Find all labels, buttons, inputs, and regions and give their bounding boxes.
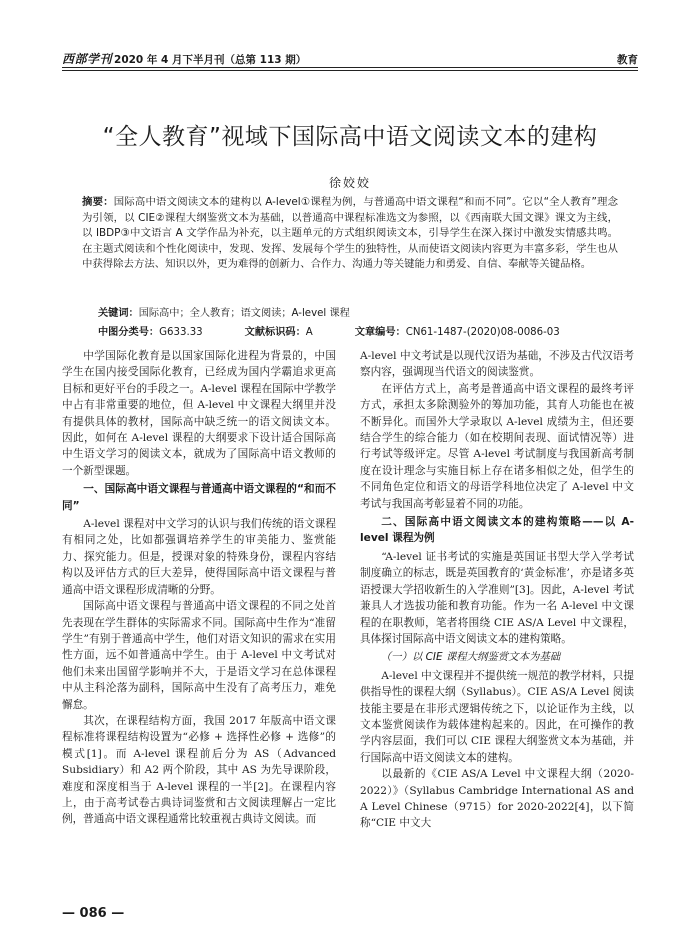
right-paragraph-3: “A-level 证书考试的实施是英国证书型大学入学考试制度确立的标志，既是英国教育的‘黄金标准’，亦是诸多英语授课大学招收新生的入学准则”[3]。因此，A-level 考试兼具人才选拔功能和教育功能。作为一名 A-level 中文课程的在职教师，笔者将围绕 CIE AS/A Level 中文课程，具体探讨国际高中语文阅读文本的建构策略。 — [360, 550, 634, 645]
left-paragraph-4: 其次，在课程结构方面，我国 2017 年版高中语文课程标准将课程结构设置为“必修 + 选择性必修 + 选修”的模式[1]。而 A-level 课程前后分为 AS（Advanced Subsidiary）和 A2 两个阶段，其中 AS 为先导课阶段，难度和深度相当于 A-level 课程的一半[2]。在课程内容上，由于高考试卷古典诗词鉴赏和古文阅读理解占一定比例，普通高中语文课程通常比较重视古典诗文阅读。而 — [62, 714, 336, 826]
subsection-heading-1: （一）以 CIE 课程大纲鉴赏文本为基础 — [380, 651, 561, 664]
article-author: 徐姣姣 — [328, 176, 371, 190]
abstract-label: 摘要： — [82, 196, 114, 208]
clc-label: 中图分类号： — [98, 327, 160, 338]
left-paragraph-1: 中学国际化教育是以国家国际化进程为背景的，中国学生在国内接受国际化教育，已经成为国内学霸追求更高目标和更好平台的手段之一。A-level 课程在国际中学教学中占有非常重要的地位，但 A-level 中文课程大纲里并没有提供具体的教材，国际高中缺乏统一的语文阅读文本。因此，如何在 A-level 课程的大纲要求下设计适合国际高中生语文学习的阅读文本，就成为了国际高中语文教师的一个新型课题。 — [62, 350, 336, 477]
page-number: — 086 — — [62, 906, 125, 921]
right-column — [360, 348, 634, 832]
running-head-left — [62, 50, 306, 67]
document-code — [245, 323, 313, 338]
left-column — [62, 348, 336, 828]
right-paragraph-4: A-level 中文课程并不提供统一规范的教学材料，只提供指导性的课程大纲（Syllabus）。CIE AS/A Level 阅读技能主要是在非形式逻辑传统之下，以论证作为主线，以文本鉴赏阅读作为载体建构起来的。因此，在可操作的教学内容层面，我们可以 CIE 课程大纲鉴赏文本为基础，并行国际高中语文阅读文本的建构。 — [360, 669, 634, 764]
doc-value: A — [305, 327, 313, 338]
right-paragraph-1: A-level 中文考试是以现代汉语为基础，不涉及古代汉语考察内容，强调现当代语文的阅读鉴赏。 — [360, 350, 634, 379]
keywords-label: 关键词： — [98, 308, 139, 319]
left-paragraph-3: 国际高中语文课程与普通高中语文课程的不同之处首先表现在学生群体的实际需求不同。国际高中生作为“准留学生”有别于普通高中学生，他们对语文知识的需求在实用性方面，远不如普通高中学生。由于 A-level 中文考试对他们未来出国留学影响并不大，于是语文学习在总体课程中从主科沦落为副科，国际高中生没有了高考压力，难免懈怠。 — [62, 600, 336, 711]
section-heading-2: 二、国际高中语文阅读文本的建构策略——以 A-level 课程为例 — [360, 516, 634, 545]
section-heading-1: 一、国际高中语文课程与普通高中语文课程的“和而不同” — [62, 483, 336, 512]
keywords — [98, 304, 618, 319]
abstract — [82, 195, 618, 273]
section-label: 教育 — [617, 54, 638, 66]
right-paragraph-5: 以最新的《CIE AS/A Level 中文课程大纲（2020-2022）》（Syllabus Cambridge International AS and A Level Chinese（9715）for 2020-2022[4]，以下简称“CIE 中文大 — [360, 768, 634, 830]
left-paragraph-2: A-level 课程对中文学习的认识与我们传统的语文课程有相同之处，比如都强调培养学生的审美能力、鉴赏能力、探究能力。但是，授课对象的特殊身份，课程内容结构以及评估方式的巨大差异，使得国际高中语文课程与普通高中语文课程形成清晰的分野。 — [62, 518, 336, 596]
right-paragraph-2: 在评估方式上，高考是普通高中语文课程的最终考评方式，承担太多除测验外的筹加功能，其育人功能也在被不断异化。而国外大学录取以 A-level 成绩为主，但还要结合学生的综合能力（如在校期间表现、面试情况等）进行考试等级评定。尽管 A-level 考试制度与我国新高考制度在设计理念与实施目标上存在诸多相似之处，但学生的不同角色定位和语文的母语学科地位决定了 A-level 中文考试与我国高考彰显着不同的功能。 — [360, 382, 634, 510]
clc-number — [98, 323, 203, 338]
journal-logo: 西部学刊 — [62, 52, 113, 66]
header-rule — [62, 67, 638, 68]
article-title: “全人教育”视域下国际高中语文阅读文本的建构 — [102, 124, 598, 150]
doc-label: 文献标识码： — [244, 327, 306, 338]
abstract-text: 国际高中语文阅读文本的建构以 A-level①课程为例，与普通高中语文课程“和而不同”。它以“全人教育”理念为引领，以 CIE②课程大纲鉴赏文本为基础，以普通高中课程标准选文为参照，以《西南联大国文课》课文为主线，以 IBDP③中文语言 A 文学作品为补充，以主题单元的方式组织阅读文本，引导学生在深入探讨中激发实情感共鸣。在主题式阅读和个性化阅读中，发现、发挥、发展每个学生的独特性，从而使语文阅读内容更为丰富多彩，学生也从中获得除去方法、知识以外，更为难得的创新力、合作力、沟通力等关键能力和勇爱、自信、奉献等关键品格。 — [82, 196, 619, 271]
art-value: CN61-1487-(2020)08-0086-03 — [405, 327, 560, 338]
header-rule-thin — [62, 70, 638, 71]
classification-line — [98, 323, 618, 338]
issue-info: 2020 年 4 月下半月刊（总第 113 期） — [114, 54, 307, 66]
art-label: 文章编号： — [354, 327, 406, 338]
running-head — [62, 50, 638, 67]
article-number — [355, 323, 560, 338]
clc-value: G633.33 — [159, 327, 203, 338]
keywords-text: 国际高中；全人教育；语文阅读；A-level 课程 — [138, 308, 350, 319]
